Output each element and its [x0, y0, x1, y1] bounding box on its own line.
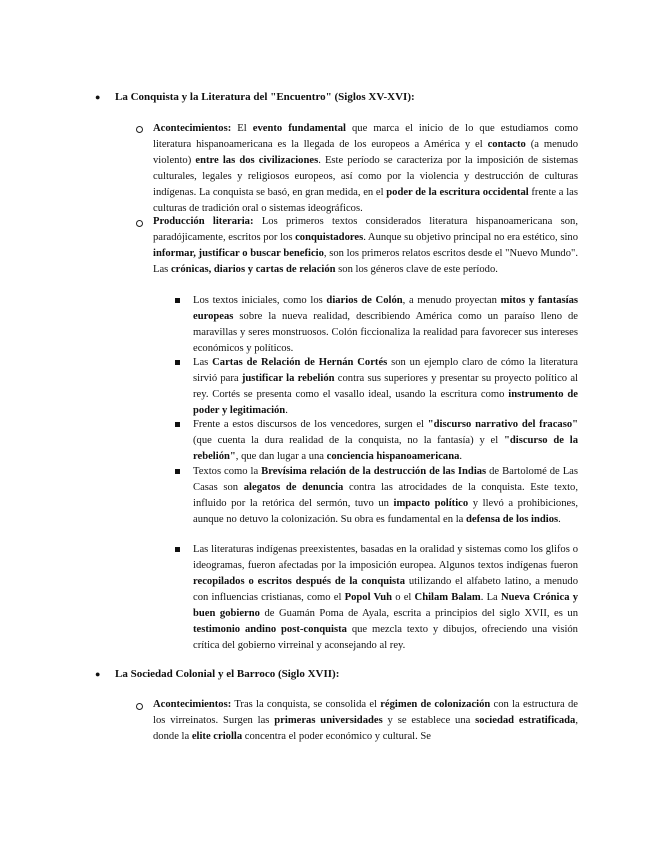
- paragraph-acontecimientos: Acontecimientos: El evento fundamental que marca el inicio de lo que estudiamos como literatura hispanoamericana es la llegada de los europeos a América y el contacto (a menudo violento) entre las dos civilizaciones. Este período se caracteriza por la imposición de sistemas culturales, legales y religiosos europeos, así como por la violencia y destrucción de culturas indígenas. La conquista se basó, en gran medida, en el poder de la escritura occidental frente a las culturas de tradición oral o sistemas ideográficos.: [153, 123, 579, 214]
- bullet-dot-icon: ●: [95, 92, 101, 102]
- circle-bullet-icon: [136, 126, 143, 133]
- list-item-indigenas: Las literaturas indígenas preexistentes, basadas en la oralidad y sistemas como los glifos o ideogramas, fueron afectadas por la imposición europea. Algunos textos indígenas fueron recopilados o escritos después de la conquista utilizando el alfabeto latino, a menudo con influencias cristianas, como el Popol Vuh o el Chilam Balam. La Nueva Crónica y buen gobierno de Guamán Poma de Ayala, escrita a principios del siglo XVII, es un testimonio andino post-conquista que mezcla texto y dibujos, ofreciendo una visión crítica del gobierno virreinal y aconsejando al rey.: [193, 544, 578, 651]
- label-acontecimientos: Acontecimientos:: [153, 699, 232, 710]
- circle-bullet-icon: [136, 703, 143, 710]
- label-acontecimientos: Acontecimientos:: [153, 123, 232, 134]
- square-bullet-icon: [175, 360, 180, 365]
- section-heading-conquista: La Conquista y la Literatura del "Encuentro" (Siglos XV-XVI):: [115, 91, 415, 103]
- square-bullet-icon: [175, 422, 180, 427]
- bullet-dot-icon: ●: [95, 669, 101, 679]
- list-item-las-casas: Textos como la Brevísima relación de la destrucción de las Indias de Bartolomé de Las Casas son alegatos de denuncia contra las atrocidades de la conquista. Este texto, influido por la retórica del sermón, tuvo un impacto político y llevó a prohibiciones, aunque no detuvo la colonización. Su obra es fundamental en la defensa de los indios.: [193, 466, 578, 525]
- square-bullet-icon: [175, 469, 180, 474]
- square-bullet-icon: [175, 298, 180, 303]
- list-item-fracaso: Frente a estos discursos de los vencedores, surgen el "discurso narrativo del fracaso" (que cuenta la dura realidad de la conquista, no la fantasía) y el "discurso de la rebelión", que dan lugar a una conciencia hispanoamericana.: [193, 419, 578, 462]
- paragraph-produccion: Producción literaria: Los primeros textos considerados literatura hispanoamericana son, paradójicamente, escritos por los conquistadores. Aunque su objetivo principal no era estético, sino informar, justificar o buscar beneficio, son los primeros relatos escritos desde el "Nuevo Mundo". Las crónicas, diarios y cartas de relación son los géneros clave de este período.: [153, 216, 579, 275]
- section-heading-colonial: La Sociedad Colonial y el Barroco (Siglo XVII):: [115, 668, 340, 680]
- square-bullet-icon: [175, 547, 180, 552]
- label-produccion: Producción literaria:: [153, 216, 254, 227]
- circle-bullet-icon: [136, 220, 143, 227]
- list-item-cortes: Las Cartas de Relación de Hernán Cortés son un ejemplo claro de cómo la literatura sirvió para justificar la rebelión contra sus superiores y presentar su proyecto político al rey. Cortés se presenta como el vasallo ideal, usando la escritura como instrumento de poder y legitimación.: [193, 357, 578, 416]
- paragraph-acontecimientos-colonial: Acontecimientos: Tras la conquista, se consolida el régimen de colonización con la estructura de los virreinatos. Surgen las primeras universidades y se establece una sociedad estratificada, donde la elite criolla concentra el poder económico y cultural. Se: [153, 699, 578, 742]
- list-item-colon: Los textos iniciales, como los diarios de Colón, a menudo proyectan mitos y fantasías europeas sobre la nueva realidad, describiendo América como un paraíso lleno de maravillas y seres monstruosos. Colón ficcionaliza la realidad para favorecer sus intereses económicos y políticos.: [193, 295, 578, 354]
